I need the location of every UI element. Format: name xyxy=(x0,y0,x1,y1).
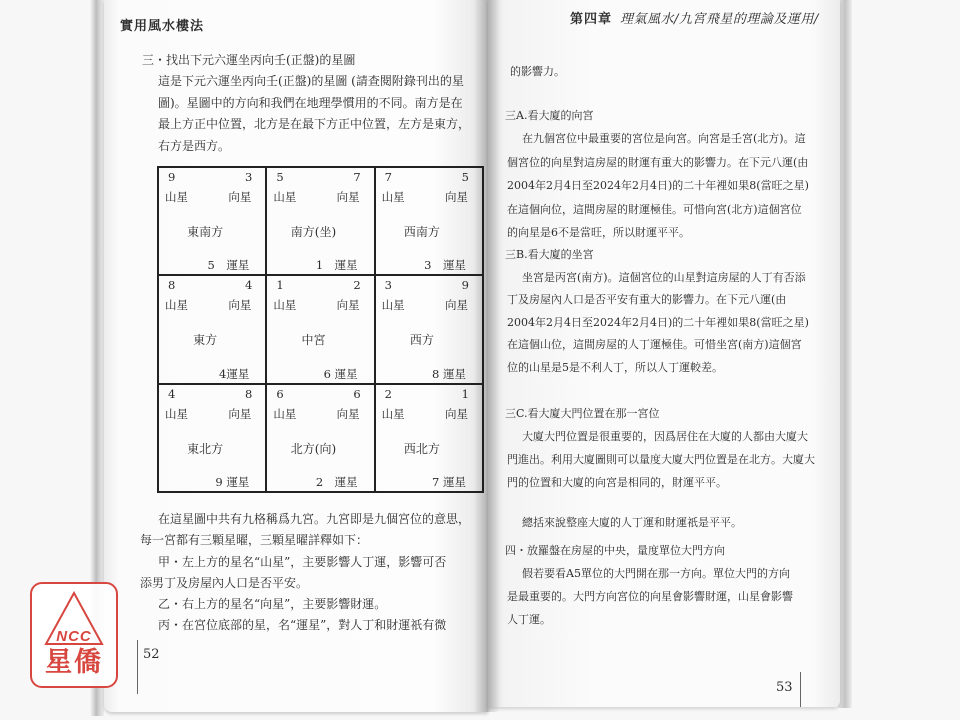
text-line: 假若要看A5單位的大門開在那一方向。單位大門的方向 xyxy=(522,566,790,580)
mountain-star-label: 山星 xyxy=(165,406,188,421)
palace-direction: 東方 xyxy=(193,333,218,348)
text-line: 圖)。星圖中的方向和我們在地理學慣用的不同。南方是在 xyxy=(158,95,463,110)
palace-cell xyxy=(266,167,374,275)
text-line: 在九個宮位中最重要的宮位是向宮。向宮是壬宮(北方)。這 xyxy=(522,132,806,145)
facing-star-number: 9 xyxy=(461,278,469,293)
page-number: 53 xyxy=(776,680,793,695)
running-head: 實用風水樓法 xyxy=(120,19,205,34)
mountain-star-label: 山星 xyxy=(381,406,405,421)
chapter-label: 第四章 xyxy=(570,12,613,27)
facing-star-number: 2 xyxy=(353,278,361,293)
period-star: 9 運星 xyxy=(215,475,250,489)
facing-star-label: 向星 xyxy=(336,298,360,313)
palace-cell xyxy=(158,384,266,492)
mountain-star-label: 山星 xyxy=(273,298,297,313)
text-line: 右方是西方。 xyxy=(158,138,231,153)
palace-direction: 北方(向) xyxy=(290,441,337,456)
text-line: 門進出。利用大廈圖則可以量度大廈大門位置是在北方。大廈大 xyxy=(507,452,815,466)
palace-cell xyxy=(375,167,483,275)
mountain-star-label: 山星 xyxy=(381,190,405,204)
facing-star-number: 5 xyxy=(461,170,469,184)
text-line: 丙・在宮位底部的星，名“運星”，對人丁和財運祇有微 xyxy=(158,618,447,633)
section-block xyxy=(505,104,809,245)
facing-star-label: 向星 xyxy=(228,190,252,204)
text-line: 在這星圖中共有九格稱爲九宮。九宮即是九個宮位的意思， xyxy=(158,512,471,526)
palace-direction: 南方(坐) xyxy=(290,225,337,239)
palace-direction: 西南方 xyxy=(403,225,440,239)
text-line: 乙・右上方的星名“向星”，主要影響財運。 xyxy=(158,597,387,612)
text-line: 人丁運。 xyxy=(507,612,551,626)
mountain-star-number: 6 xyxy=(276,386,284,401)
palace-direction: 東北方 xyxy=(187,441,224,456)
intro-text xyxy=(158,71,470,157)
mountain-star-number: 4 xyxy=(168,386,176,401)
chapter-title: 理氣風水/九宮飛星的理論及運用/ xyxy=(620,12,819,27)
text-line: 位的山星是5是不利人丁，所以人丁運較差。 xyxy=(507,360,723,374)
mountain-star-number: 2 xyxy=(384,386,392,401)
right-page xyxy=(488,0,840,707)
facing-star-label: 向星 xyxy=(228,406,252,421)
stamp-name: 星僑 xyxy=(45,647,103,678)
period-star: 1 運星 xyxy=(315,258,358,273)
period-star: 7 運星 xyxy=(432,475,466,489)
mountain-star-number: 5 xyxy=(276,170,284,184)
mountain-star-label: 山星 xyxy=(273,190,297,204)
mountain-star-label: 山星 xyxy=(381,298,405,313)
text-line: 最上方正中位置，北方是在最下方正中位置，左方是東方， xyxy=(158,117,471,131)
section-block xyxy=(505,402,815,494)
mountain-star-label: 山星 xyxy=(273,406,297,421)
facing-star-number: 6 xyxy=(353,386,361,401)
facing-star-label: 向星 xyxy=(336,406,360,421)
text-line: 甲・左上方的星名“山星”，主要影響人丁運，影響可否 xyxy=(158,554,447,569)
facing-star-label: 向星 xyxy=(228,298,252,313)
text-line: 2004年2月4日至2024年2月4日)的二十年裡如果8(當旺之星) xyxy=(507,315,809,329)
text-line: 在這個山位，這間房屋的人丁運極佳。可惜坐宮(南方)這個宮 xyxy=(507,338,802,352)
text-line: 個宮位的向星對這房屋的財運有重大的影響力。在下元八運(由 xyxy=(507,155,809,169)
facing-star-label: 向星 xyxy=(445,190,468,204)
palace-cell xyxy=(266,275,374,383)
section-four xyxy=(505,539,793,631)
facing-star-number: 7 xyxy=(353,170,361,184)
text-line: 的向星是6不是當旺，所以財運平平。 xyxy=(507,226,690,239)
section-heading: 四・放羅盤在房屋的中央，量度單位大門方向 xyxy=(505,543,725,557)
facing-star-label: 向星 xyxy=(445,298,468,313)
text-line: 在這個向位，這間房屋的財運極佳。可惜向宮(北方)這個宮位 xyxy=(507,202,802,216)
mountain-star-number: 8 xyxy=(168,278,176,293)
period-star: 5 運星 xyxy=(207,258,250,273)
section-heading: 三B.看大廈的坐宮 xyxy=(505,248,594,261)
mountain-star-number: 9 xyxy=(168,170,176,184)
palace-direction: 東南方 xyxy=(187,225,224,239)
text-line: 是最重要的。大門方向宮位的向星會影響財運，山星會影響 xyxy=(507,589,793,603)
explanation-text xyxy=(140,509,470,637)
flying-star-chart xyxy=(157,166,484,493)
period-star: 2 運星 xyxy=(315,475,358,489)
mountain-star-number: 3 xyxy=(384,278,392,293)
palace-cell xyxy=(158,167,266,275)
palace-direction: 西北方 xyxy=(403,441,440,456)
text-line: 門的位置和大廈的向宮是相同的，財運平平。 xyxy=(507,475,727,489)
page-rule xyxy=(137,640,138,694)
text-line: 大廈大門位置是很重要的，因爲居住在大廈的人都由大廈大 xyxy=(522,429,808,443)
palace-direction: 中宮 xyxy=(301,333,326,348)
stamp-logo-text: NCC xyxy=(56,628,92,645)
text-line: 添男丁及房屋內人口是否平安。 xyxy=(140,575,309,590)
facing-star-label: 向星 xyxy=(336,190,360,204)
period-star: 3 運星 xyxy=(424,258,466,273)
facing-star-number: 3 xyxy=(245,170,253,184)
palace-cell xyxy=(158,275,266,383)
left-page xyxy=(104,0,488,712)
period-star: 4運星 xyxy=(219,366,250,381)
mountain-star-number: 1 xyxy=(276,278,284,293)
text-line: 丁及房屋內人口是否平安有重大的影響力。在下元八運(由 xyxy=(507,293,787,307)
summary-text: 總括來說整座大廈的人丁運和財運祇是平平。 xyxy=(522,515,742,529)
section-heading: 三A.看大廈的向宮 xyxy=(505,108,594,122)
facing-star-number: 4 xyxy=(245,278,253,293)
text-line: 這是下元六運坐丙向壬(正盤)的星圖 (請查閱附錄刊出的星 xyxy=(158,74,464,88)
section-block xyxy=(505,244,809,380)
palace-direction: 西方 xyxy=(409,333,434,348)
period-star: 8 運星 xyxy=(432,366,466,381)
mountain-star-label: 山星 xyxy=(165,190,188,204)
text-line: 坐宮是丙宮(南方)。這個宮位的山星對這房屋的人丁有否添 xyxy=(522,270,806,284)
section-heading: 三C.看大廈大門位置在那一宮位 xyxy=(505,406,660,420)
facing-star-number: 1 xyxy=(461,386,469,401)
text-line: 每一宮都有三顆星曜，三顆星曜詳釋如下： xyxy=(140,533,369,548)
mountain-star-number: 7 xyxy=(384,170,392,184)
facing-star-label: 向星 xyxy=(445,406,468,421)
period-star: 6 運星 xyxy=(323,366,358,381)
page-rule xyxy=(800,672,801,707)
palace-cell xyxy=(266,384,374,492)
palace-cell xyxy=(375,275,483,383)
palace-cell xyxy=(375,384,483,492)
continued-text: 的影響力。 xyxy=(510,65,565,78)
text-line: 2004年2月4日至2024年2月4日)的二十年裡如果8(當旺之星) xyxy=(507,179,809,192)
mountain-star-label: 山星 xyxy=(165,298,188,313)
publisher-stamp-logo xyxy=(30,582,118,688)
section-heading: 三・找出下元六運坐丙向壬(正盤)的星圖 xyxy=(142,53,356,67)
page-number: 52 xyxy=(143,647,160,662)
facing-star-number: 8 xyxy=(245,386,253,401)
book-page-stack-right xyxy=(838,0,852,708)
